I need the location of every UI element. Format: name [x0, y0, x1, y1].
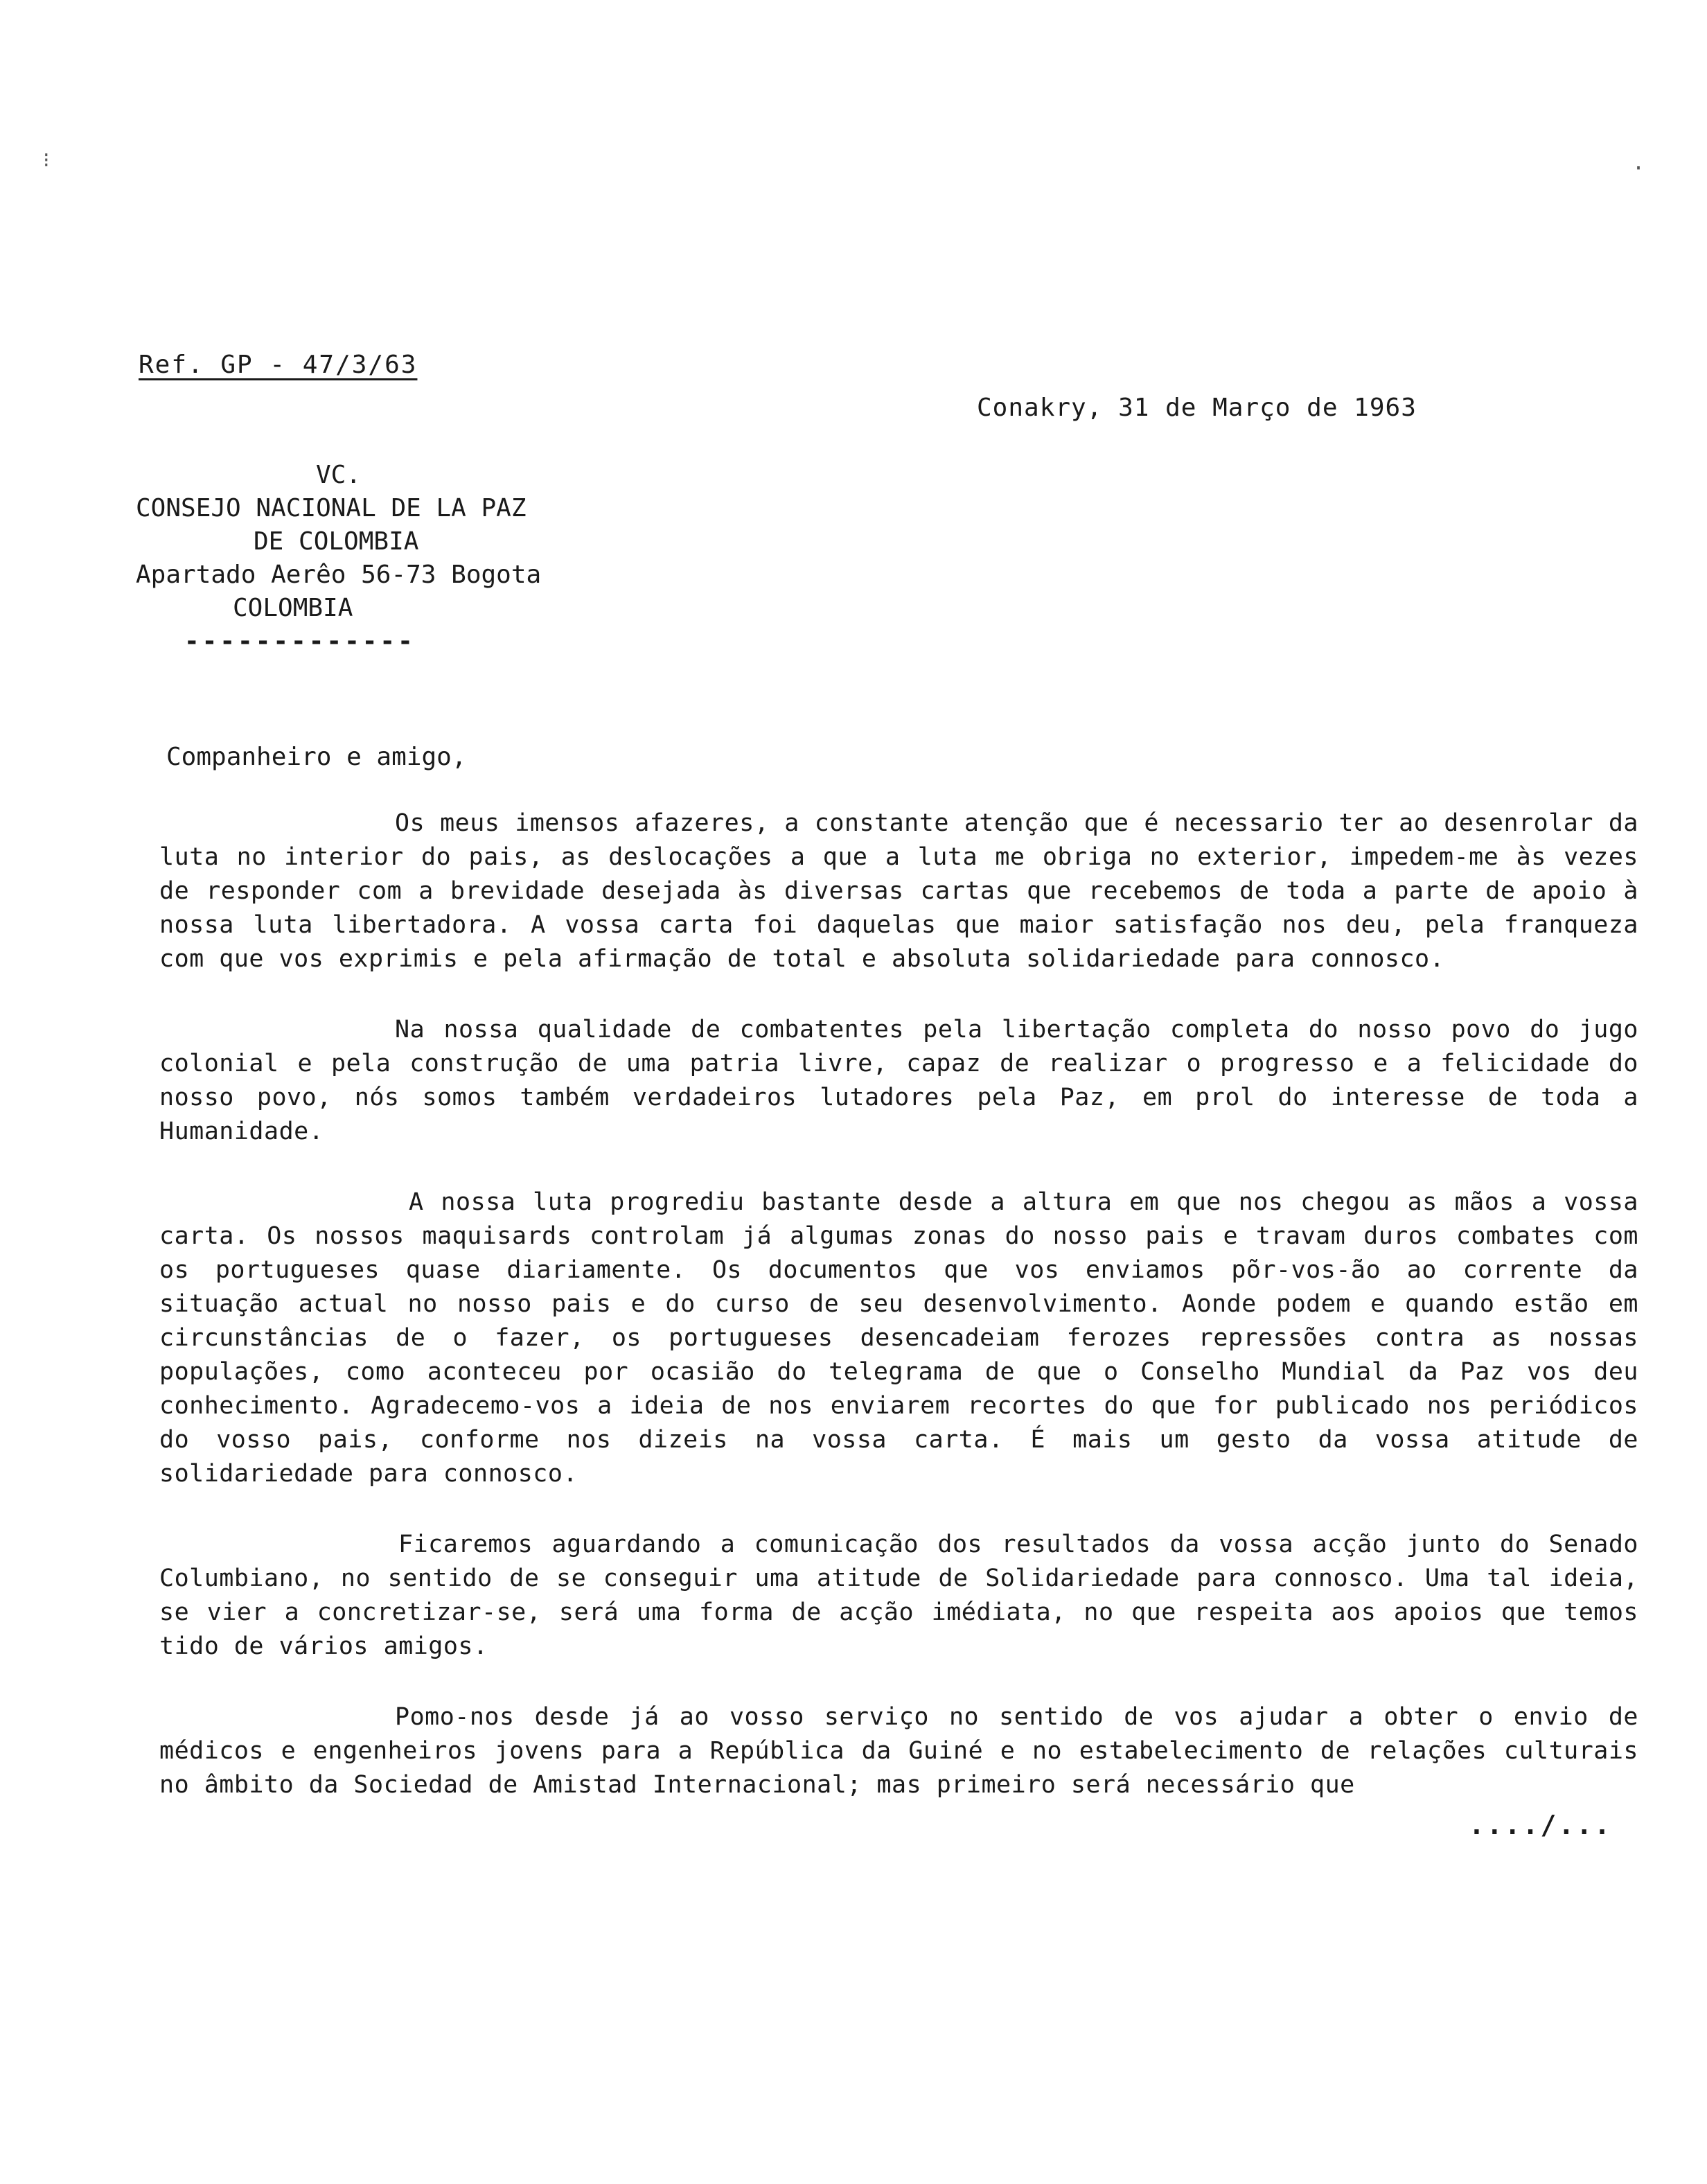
- address-line: COLOMBIA: [233, 594, 353, 622]
- body-paragraph: Ficaremos aguardando a comunicação dos resultados da vossa acção junto do Senado Columbiano, no sentido de se conseguir uma atitude de Solidariedade para connosco. Uma tal ideia, se vier a concretizar-se, será uma forma de acção imédiata, no que respeita aos apoios que temos tido de vários amigos.: [159, 1531, 1638, 1660]
- letter-body: [159, 807, 1638, 1839]
- margin-mark: ⁝: [43, 148, 50, 173]
- margin-dot: ·: [1632, 157, 1645, 181]
- address-divider: -------------: [184, 627, 416, 655]
- salutation: Companheiro e amigo,: [166, 743, 467, 771]
- place-date: Conakry, 31 de Março de 1963: [977, 394, 1417, 422]
- body-paragraph: A nossa luta progrediu bastante desde a altura em que nos chegou as mãos a vossa carta. Os nossos maquisards controlam já algumas zonas do nosso pais e travam duros combates com os portugueses quase diariamente. Os documentos que vos enviamos põr-vos-ão ao corrente da situação actual no nosso pais e do curso de seu desenvolvimento. Aonde podem e quando estão em circunstâncias de o fazer, os portugueses desencadeiam ferozes repressões contra as nossas populações, como aconteceu por ocasião do telegrama de que o Conselho Mundial da Paz vos deu conhecimento. Agradecemo-vos a ideia de nos enviarem recortes do que for publicado nos periódicos do vosso pais, conforme nos dizeis na vossa carta. É mais um gesto da vossa atitude de solidariedade para connosco.: [159, 1188, 1638, 1488]
- address-line: VC.: [316, 461, 362, 489]
- letter-reference: Ref. GP - 47/3/63: [139, 351, 418, 379]
- address-line: DE COLOMBIA: [254, 527, 419, 556]
- continuation-mark: ..../...: [1469, 1810, 1613, 1840]
- recipient-address: [136, 459, 662, 658]
- address-line: Apartado Aerêo 56-73 Bogota: [136, 561, 542, 589]
- body-paragraph: Pomo-nos desde já ao vosso serviço no sentido de vos ajudar a obter o envio de médicos e engenheiros jovens para a República da Guiné e no estabelecimento de relações culturais no âmbito da Sociedad de Amistad Internacional; mas primeiro será necessário que: [159, 1703, 1638, 1799]
- address-line: CONSEJO NACIONAL DE LA PAZ: [136, 494, 527, 522]
- body-paragraph: Os meus imensos afazeres, a constante atenção que é necessario ter ao desenrolar da luta no interior do pais, as deslocações a que a luta me obriga no exterior, impedem-me às vezes de responder com a brevidade desejada às diversas cartas que recebemos de toda a parte de apoio à nossa luta libertadora. A vossa carta foi daquelas que maior satisfação nos deu, pela franqueza com que vos exprimis e pela afirmação de total e absoluta solidariedade para connosco.: [159, 809, 1638, 973]
- body-paragraph: Na nossa qualidade de combatentes pela libertação completa do nosso povo do jugo colonial e pela construção de uma patria livre, capaz de realizar o progresso e a felicidade do nosso povo, nós somos também verdadeiros lutadores pela Paz, em prol do interesse de toda a Humanidade.: [159, 1016, 1638, 1145]
